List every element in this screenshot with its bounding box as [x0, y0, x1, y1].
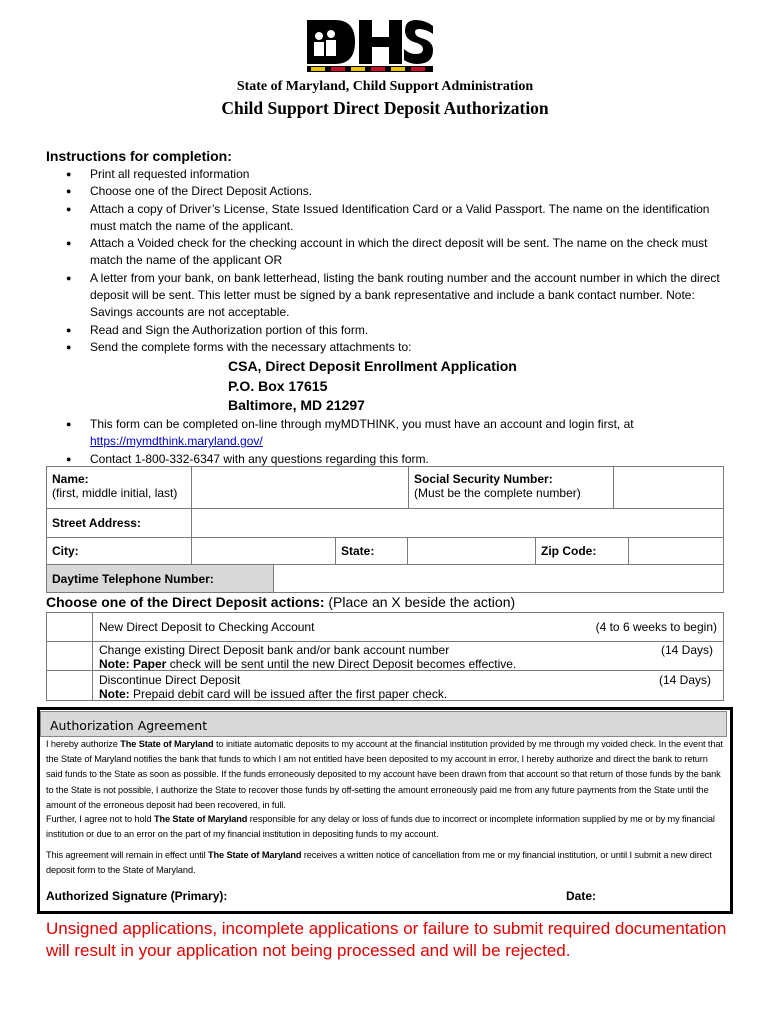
action-row-change	[92, 641, 724, 671]
instruction-item: ● Print all requested information	[66, 166, 726, 183]
city-field[interactable]	[191, 537, 336, 565]
action-row-discontinue	[92, 670, 724, 701]
online-instruction	[66, 416, 726, 451]
action-note	[99, 657, 717, 671]
state-label-cell	[335, 537, 408, 565]
zip-label: Zip Code:	[541, 544, 597, 558]
authorization-p3	[46, 848, 724, 878]
instruction-item: ● Choose one of the Direct Deposit Actions.	[66, 183, 726, 200]
actions-title-text: Choose one of the Direct Deposit actions:	[46, 594, 325, 610]
action-checkbox-discontinue[interactable]	[46, 670, 93, 701]
instruction-item: ● Read and Sign the Authorization portion of this form.	[66, 322, 726, 339]
actions-title	[46, 594, 515, 610]
p3-bold: The State of Maryland	[208, 850, 302, 860]
instruction-item: ● Attach a copy of Driver’s License, State Issued Identification Card or a Valid Passport. The name on the identification must match the name of the applicant.	[66, 201, 726, 236]
phone-label: Daytime Telephone Number:	[52, 572, 214, 586]
p2-text-2: responsible for any delay or loss of funds due to incorrect or incomplete information supplied by me or by my financial institution or due to an error on the part of my financial institution in depositing funds to my account.	[46, 814, 715, 840]
action-label: New Direct Deposit to Checking Account	[99, 620, 315, 634]
address-line: P.O. Box 17615	[228, 377, 328, 394]
action-note	[99, 687, 717, 701]
instructions-list	[66, 166, 726, 356]
name-label-cell	[46, 466, 192, 509]
p1-bold: The State of Maryland	[120, 739, 214, 749]
rejection-warning: Unsigned applications, incomplete applications or failure to submit required documentation will result in your application not being processed and will be rejected.	[46, 919, 727, 960]
actions-subtitle: (Place an X beside the action)	[328, 594, 516, 610]
instruction-item: ● Send the complete forms with the necessary attachments to:	[66, 339, 726, 356]
action-time: (14 Days)	[660, 643, 713, 657]
action-row-new	[92, 612, 724, 642]
street-label: Street Address:	[52, 516, 141, 530]
note-label: Note:	[99, 687, 130, 701]
ssn-hint: (Must be the complete number)	[414, 486, 581, 500]
instructions-title: Instructions for completion:	[46, 148, 232, 164]
state-field[interactable]	[407, 537, 536, 565]
name-field[interactable]	[191, 466, 409, 509]
instruction-item: ● Attach a Voided check for the checking account in which the direct deposit will be sent. The name on the check must match the name of the applicant OR	[66, 235, 726, 270]
street-label-cell	[46, 508, 192, 538]
street-field[interactable]	[191, 508, 724, 538]
name-hint: (first, middle initial, last)	[52, 486, 178, 500]
action-label: Change existing Direct Deposit bank and/or bank account number	[99, 643, 450, 657]
authorization-p2	[46, 812, 724, 842]
name-label: Name:	[52, 472, 89, 486]
city-label-cell	[46, 537, 192, 565]
action-checkbox-change[interactable]	[46, 641, 93, 671]
page-title: Child Support Direct Deposit Authorization	[221, 98, 549, 118]
state-label: State:	[341, 544, 375, 558]
address-line: Baltimore, MD 21297	[228, 397, 365, 413]
zip-field[interactable]	[628, 537, 724, 565]
p1-text: I hereby authorize	[46, 739, 121, 749]
address-line: CSA, Direct Deposit Enrollment Application	[228, 358, 517, 374]
p3-text: This agreement will remain in effect until	[46, 850, 208, 860]
note-text: Prepaid debit card will be issued after the first paper check.	[129, 687, 448, 701]
action-checkbox-new[interactable]	[46, 612, 93, 642]
ssn-field[interactable]	[613, 466, 724, 509]
authorization-p1	[46, 737, 724, 813]
zip-label-cell	[535, 537, 629, 565]
action-time: (4 to 6 weeks to begin)	[595, 620, 717, 634]
mailing-address	[228, 357, 517, 416]
ssn-label-cell	[408, 466, 614, 509]
dhs-logo	[305, 18, 435, 74]
authorization-heading: Authorization Agreement	[40, 711, 727, 737]
agency-name: State of Maryland, Child Support Administration	[236, 79, 534, 94]
date-field[interactable]	[606, 902, 716, 903]
note-text: check will be sent until the new Direct Deposit becomes effective.	[166, 657, 517, 671]
phone-label-cell	[46, 564, 274, 593]
online-text: This form can be completed on-line through myMDTHINK, you must have an account and login first, at	[90, 417, 634, 431]
phone-field[interactable]	[273, 564, 724, 593]
p3-text-2: receives a written notice of cancellation from me or my financial institution, or until I submit a new direct deposit form to the State of Maryland.	[46, 850, 712, 876]
signature-field[interactable]	[196, 902, 556, 903]
note-label: Note: Paper	[99, 657, 167, 671]
contact-instruction: ● Contact 1-800-332-6347 with any questions regarding this form.	[66, 451, 726, 468]
instruction-item: ● A letter from your bank, on bank letterhead, listing the bank routing number and the account number in which the direct deposit will be sent. This letter must be signed by a bank representative and include a bank contact number. Note: Savings accounts are not acceptable.	[66, 270, 726, 322]
p2-text: Further, I agree not to hold	[46, 814, 154, 824]
instructions-list-2	[66, 416, 726, 468]
date-label: Date:	[566, 889, 597, 903]
p2-bold: The State of Maryland	[153, 814, 248, 824]
mdthink-link[interactable]: https://mymdthink.maryland.gov/	[90, 434, 263, 449]
action-label: Discontinue Direct Deposit	[99, 673, 241, 687]
city-label: City:	[52, 544, 79, 558]
p1-text-2: to initiate automatic deposits to my account at the financial institution provided by me through my voided check. In the event that the State of Maryland notifies the bank that funds to which I am not entitled have been deposited to my account in error, I hereby authorize and direct the bank to return said funds to the State as soon as possible. If the funds erroneously deposited to my account have been drawn from that account so that return of those funds by the bank to the State is not possible, I authorize the State to recover those funds by off-setting the amount erroneously paid me from any future payments from the State until the amount of the erroneous deposit had been recovered, in full.	[46, 739, 723, 810]
ssn-label: Social Security Number:	[414, 472, 553, 486]
action-time: (14 Days)	[658, 673, 711, 687]
signature-label: Authorized Signature (Primary):	[46, 889, 228, 903]
